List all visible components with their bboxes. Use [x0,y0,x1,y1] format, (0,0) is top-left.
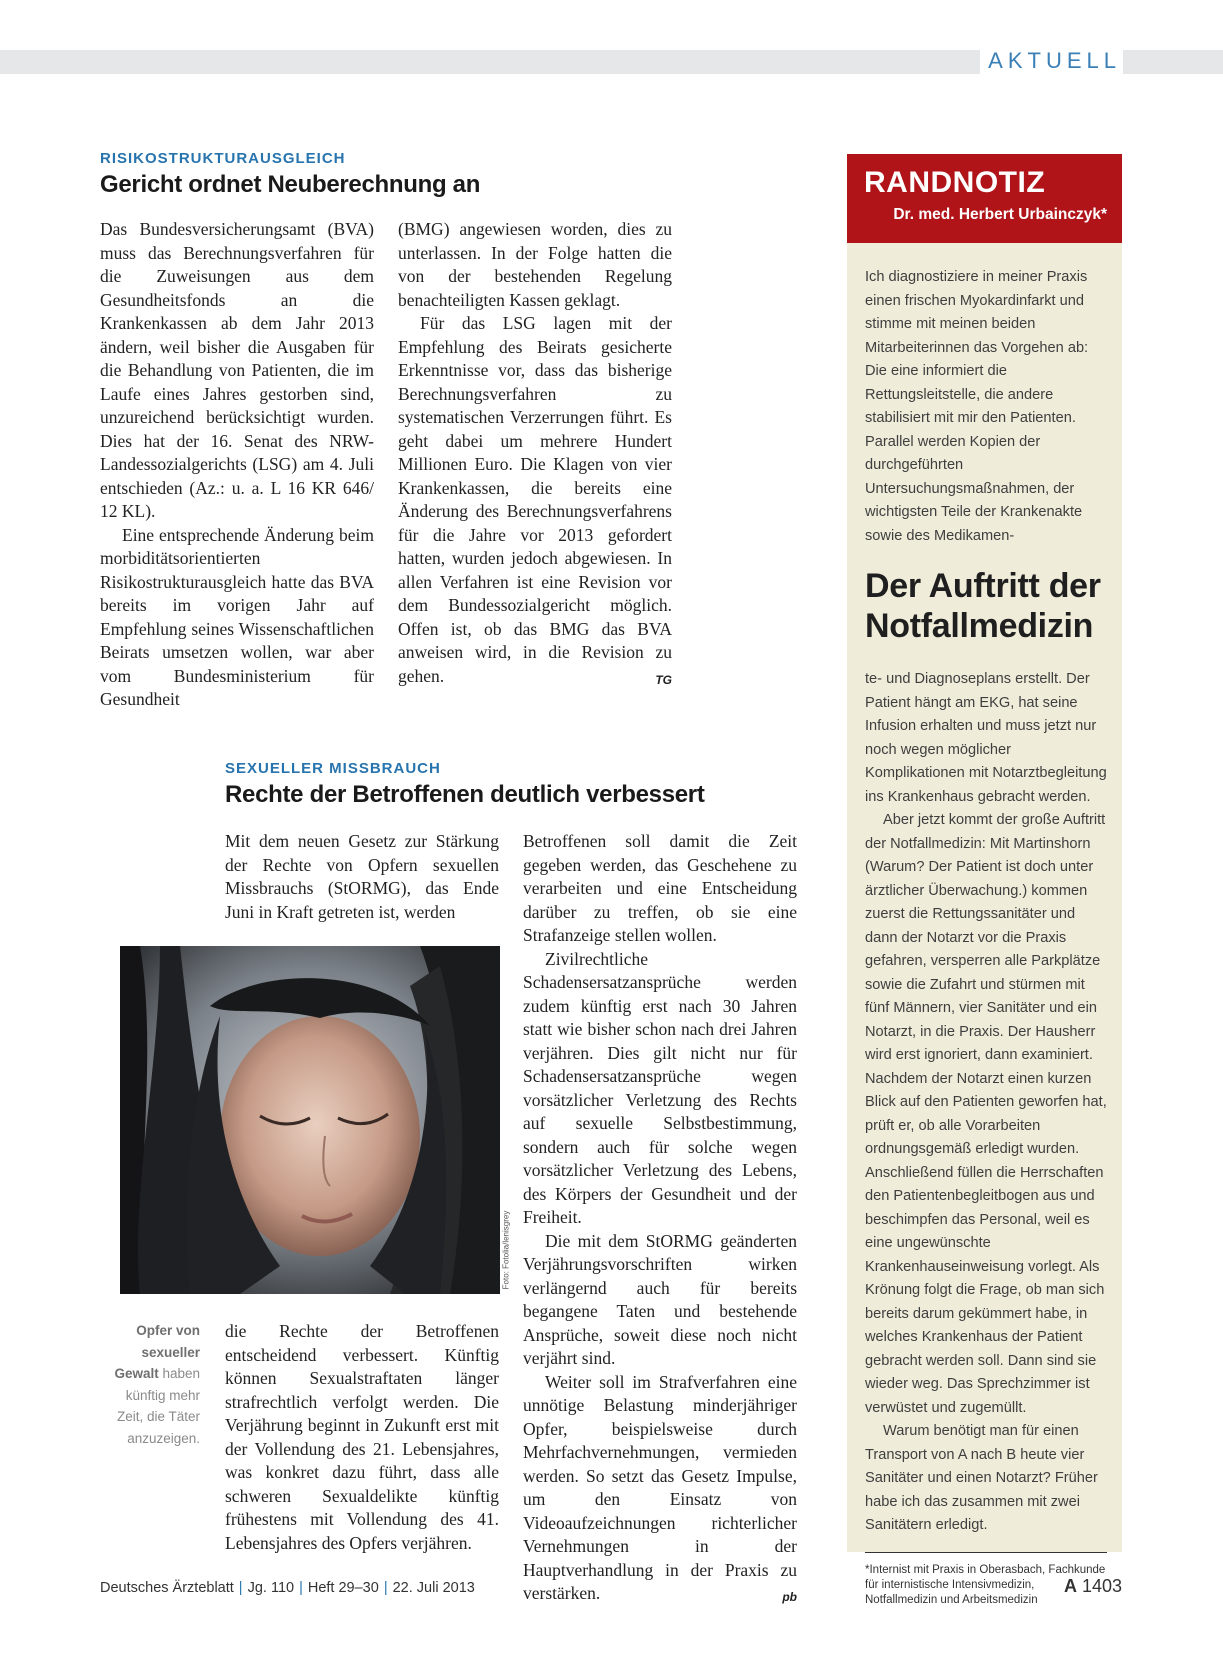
article-2-signature: pb [782,1590,797,1604]
article-2-kicker: SEXUELLER MISSBRAUCH [225,760,441,777]
article-1-column-2 [398,218,672,692]
photo-girl-image [120,946,500,1294]
page-number-value: 1403 [1081,1576,1122,1596]
article-2-headline: Rechte der Betroffenen deutlich verbessert [225,781,705,808]
footer-date: 22. Juli 2013 [392,1580,475,1596]
randnotiz-author: Dr. med. Herbert Urbainczyk* [893,206,1107,223]
article-2-header [225,760,785,809]
page-footer [100,1580,475,1596]
article-2-column-2 [523,830,797,1610]
footer-volume: Jg. 110 [247,1580,295,1596]
caption-text: haben künftig mehr Zeit, die Täter anzuzeigen. [116,1366,200,1446]
article-1-paragraph: (BMG) angewiesen worden, dies zu unterlassen. In der Folge hatten die von der bestehenden Regelung benachteiligten Kassen geklagt. [398,219,672,310]
page-number [1064,1576,1122,1597]
page-prefix: A [1063,1576,1077,1596]
article-1-headline: Gericht ordnet Neuberechnung an [100,171,481,198]
randnotiz-paragraph: Warum benötigt man für einen Transport von A nach B heute vier Sanitäter und einen Notarzt? Früher habe ich das zusammen mit zwei Sanitätern erledigt. [865,1423,1098,1533]
randnotiz-body [847,668,1122,1538]
footer-separator: | [238,1580,243,1596]
randnotiz-paragraph: Ich diagnostiziere in meiner Praxis einen frischen Myokardinfarkt und stimme mit meinen beiden Mitarbeiterinnen das Vorgehen ab: Die eine informiert die Rettungsleitstelle, die andere stabilisiert mit mir den Patienten. Parallel werden Kopien der durchgeführten Untersuchungsmaßnahmen, der wichtigsten Teile der Krankenakte sowie des Medikamen- [865,269,1089,544]
article-2-paragraph: Betroffenen soll damit die Zeit gegeben werden, das Geschehene zu verarbeiten und eine Entscheidung darüber zu treffen, ob sie eine Strafanzeige stellen wollen. [523,831,797,945]
article-1-paragraph: Eine entsprechende Änderung beim morbiditätsorientierten Risikostrukturausgleich hatte das BVA bereits im vorigen Jahr auf Empfehlung seines Wissenschaftlichen Beirats umsetzen wollen, war aber vom Bundesministerium für Gesundheit [100,524,374,709]
footer-journal: Deutsches Ärzteblatt [100,1580,234,1596]
randnotiz-intro [847,266,1122,548]
randnotiz-paragraph: te- und Diagnoseplans erstellt. Der Patient hängt am EKG, hat seine Infusion erhalten und muss jetzt nur noch wegen möglicher Komplikationen mit Notarztbegleitung ins Krankenhaus gebracht werden. [865,671,1107,805]
article-1-signature: TG [655,672,672,687]
article-2-column-1-bottom [225,1320,499,1555]
article-2-paragraph [523,1371,797,1606]
article-2-paragraph: Mit dem neuen Gesetz zur Stärkung der Rechte von Opfern sexuellen Missbrauchs (StORMG), das Ende Juni in Kraft getreten ist, werden [225,831,499,922]
randnotiz-paragraph: Aber jetzt kommt der große Auftritt der Notfallmedizin: Mit Martinshorn (Warum? Der Patient ist doch unter ärztlicher Überwachung.) kommen zuerst die Rettungssanitäter und dann der Notarzt vor die Praxis gefahren, versperren alle Parkplätze sowie die Zufahrt und stürmen mit fünf Männern, vier Sanitäter und ein Notarzt, in die Praxis. Der Hausherr wird erst ignoriert, dann examiniert. Nachdem der Notarzt einen kurzen Blick auf den Patienten geworfen hat, prüft er, ob alle Vorarbeiten ordnungsgemäß erledigt wurden. Anschließend füllen die Herrschaften den Patientenbegleitbogen aus und beschimpfen das Personal, weil es eine ungewünschte Krankenhauseinweisung vorlegt. Als Krönung folgt die Frage, ob man sich bereits darum gekümmert habe, in welches Krankenhaus der Patient gebracht werden soll. Dann sind sie wieder weg. Das Sprechzimmer ist verwüstet und zugemüllt. [865,812,1107,1416]
article-1-header [100,150,680,199]
article-2-paragraph: Zivilrechtliche Schadensersatzansprüche werden zudem künftig erst nach 30 Jahren statt wie bisher schon nach drei Jahren verjähren. Dies gilt nicht nur für Schadensersatzansprüche wegen vorsätzlicher Verletzung des Rechts auf sexuelle Selbstbestimmung, sondern auch für solche wegen vorsätzlicher Verletzung des Lebens, des Körpers der Gesundheit und der Freiheit. [523,948,797,1227]
article-1-paragraph [398,312,672,688]
article-1-paragraph: Das Bundesversicherungsamt (BVA) muss das Berechnungsverfahren für die Zuweisungen aus dem Gesundheitsfonds an die Krankenkassen ab dem Jahr 2013 ändern, weil bisher die Ausgaben für die Behandlung von Patienten, die im Laufe eines Jahres gestorben sind, unzureichend berücksichtigt wurden. Dies hat der 16. Senat des NRW-Landessozialgerichts (LSG) am 4. Juli entschieden (Az.: u. a. L 16 KR 646/ 12 KL). [100,219,374,521]
photo-credit-text: Foto: Fotolia/lenisgrey [501,1210,511,1290]
article-1-paragraph-text: Für das LSG lagen mit der Empfehlung des Beirats gesicherte Erkenntnisse vor, dass das bisherige Berechnungsverfahren zu systematischen Verzerrungen führt. Es geht dabei um mehrere Hundert Millionen Euro. Die Klagen von vier Krankenkassen, die bereits eine Änderung des Berechnungsverfahrens für die Jahre vor 2013 gefordert hatten, wurden jedoch abgewiesen. In allen Verfahren ist eine Revision vor dem Bundessozialgericht möglich. Offen ist, ob das BMG das BVA anweisen wird, in die Revision zu gehen. [398,313,672,686]
randnotiz-big-title: Der Auftritt der Notfallmedizin [865,567,1101,645]
article-1-kicker: RISIKOSTRUKTURAUSGLEICH [100,150,346,167]
article-2-paragraph: Die mit dem StORMG geänderten Verjährungsvorschriften wirken verlängernd auch für bereits begangene Taten und bestehende Ansprüche, soweit diese noch nicht verjährt sind. [523,1230,797,1368]
section-label: AKTUELL [980,46,1123,76]
footer-separator: | [383,1580,388,1596]
photo-caption [100,1320,200,1449]
article-2-column-1-top [225,830,499,924]
photo-credit [499,1210,513,1290]
footer-separator: | [299,1580,303,1596]
article-2-paragraph: die Rechte der Betroffenen entscheidend verbessert. Künftig können Sexualstraftaten länger strafrechtlich verfolgt werden. Die Verjährung beginnt in Zukunft erst mit der Vollendung des 21. Lebensjahres, was konkret dazu führt, dass alle schweren Sexualdelikte künftig frühestens mit Vollendung des 41. Lebensjahres des Opfers verjähren. [225,1321,499,1553]
article-1-column-1 [100,218,374,712]
footer-issue: Heft 29–30 [307,1580,379,1596]
randnotiz-title: RANDNOTIZ [864,166,1046,199]
article-photo [120,946,500,1294]
randnotiz-header [847,154,1122,243]
article-2-paragraph-text: Weiter soll im Strafverfahren eine unnötige Belastung minderjähriger Opfer, beispielsweise durch Mehrfachvernehmungen, vermieden werden. So setzt das Gesetz Impulse, um den Einsatz von Videoaufzeichnungen richterlicher Vernehmungen in der Hauptverhandlung in der Praxis zu verstärken. [523,1371,797,1603]
randnotiz-footnote: *Internist mit Praxis in Oberasbach, Fachkunde für internistische Intensivmedizin, Notfallmedizin und Arbeitsmedizin [865,1552,1107,1608]
caption-bold: Opfer von sexueller Gewalt [114,1323,200,1381]
